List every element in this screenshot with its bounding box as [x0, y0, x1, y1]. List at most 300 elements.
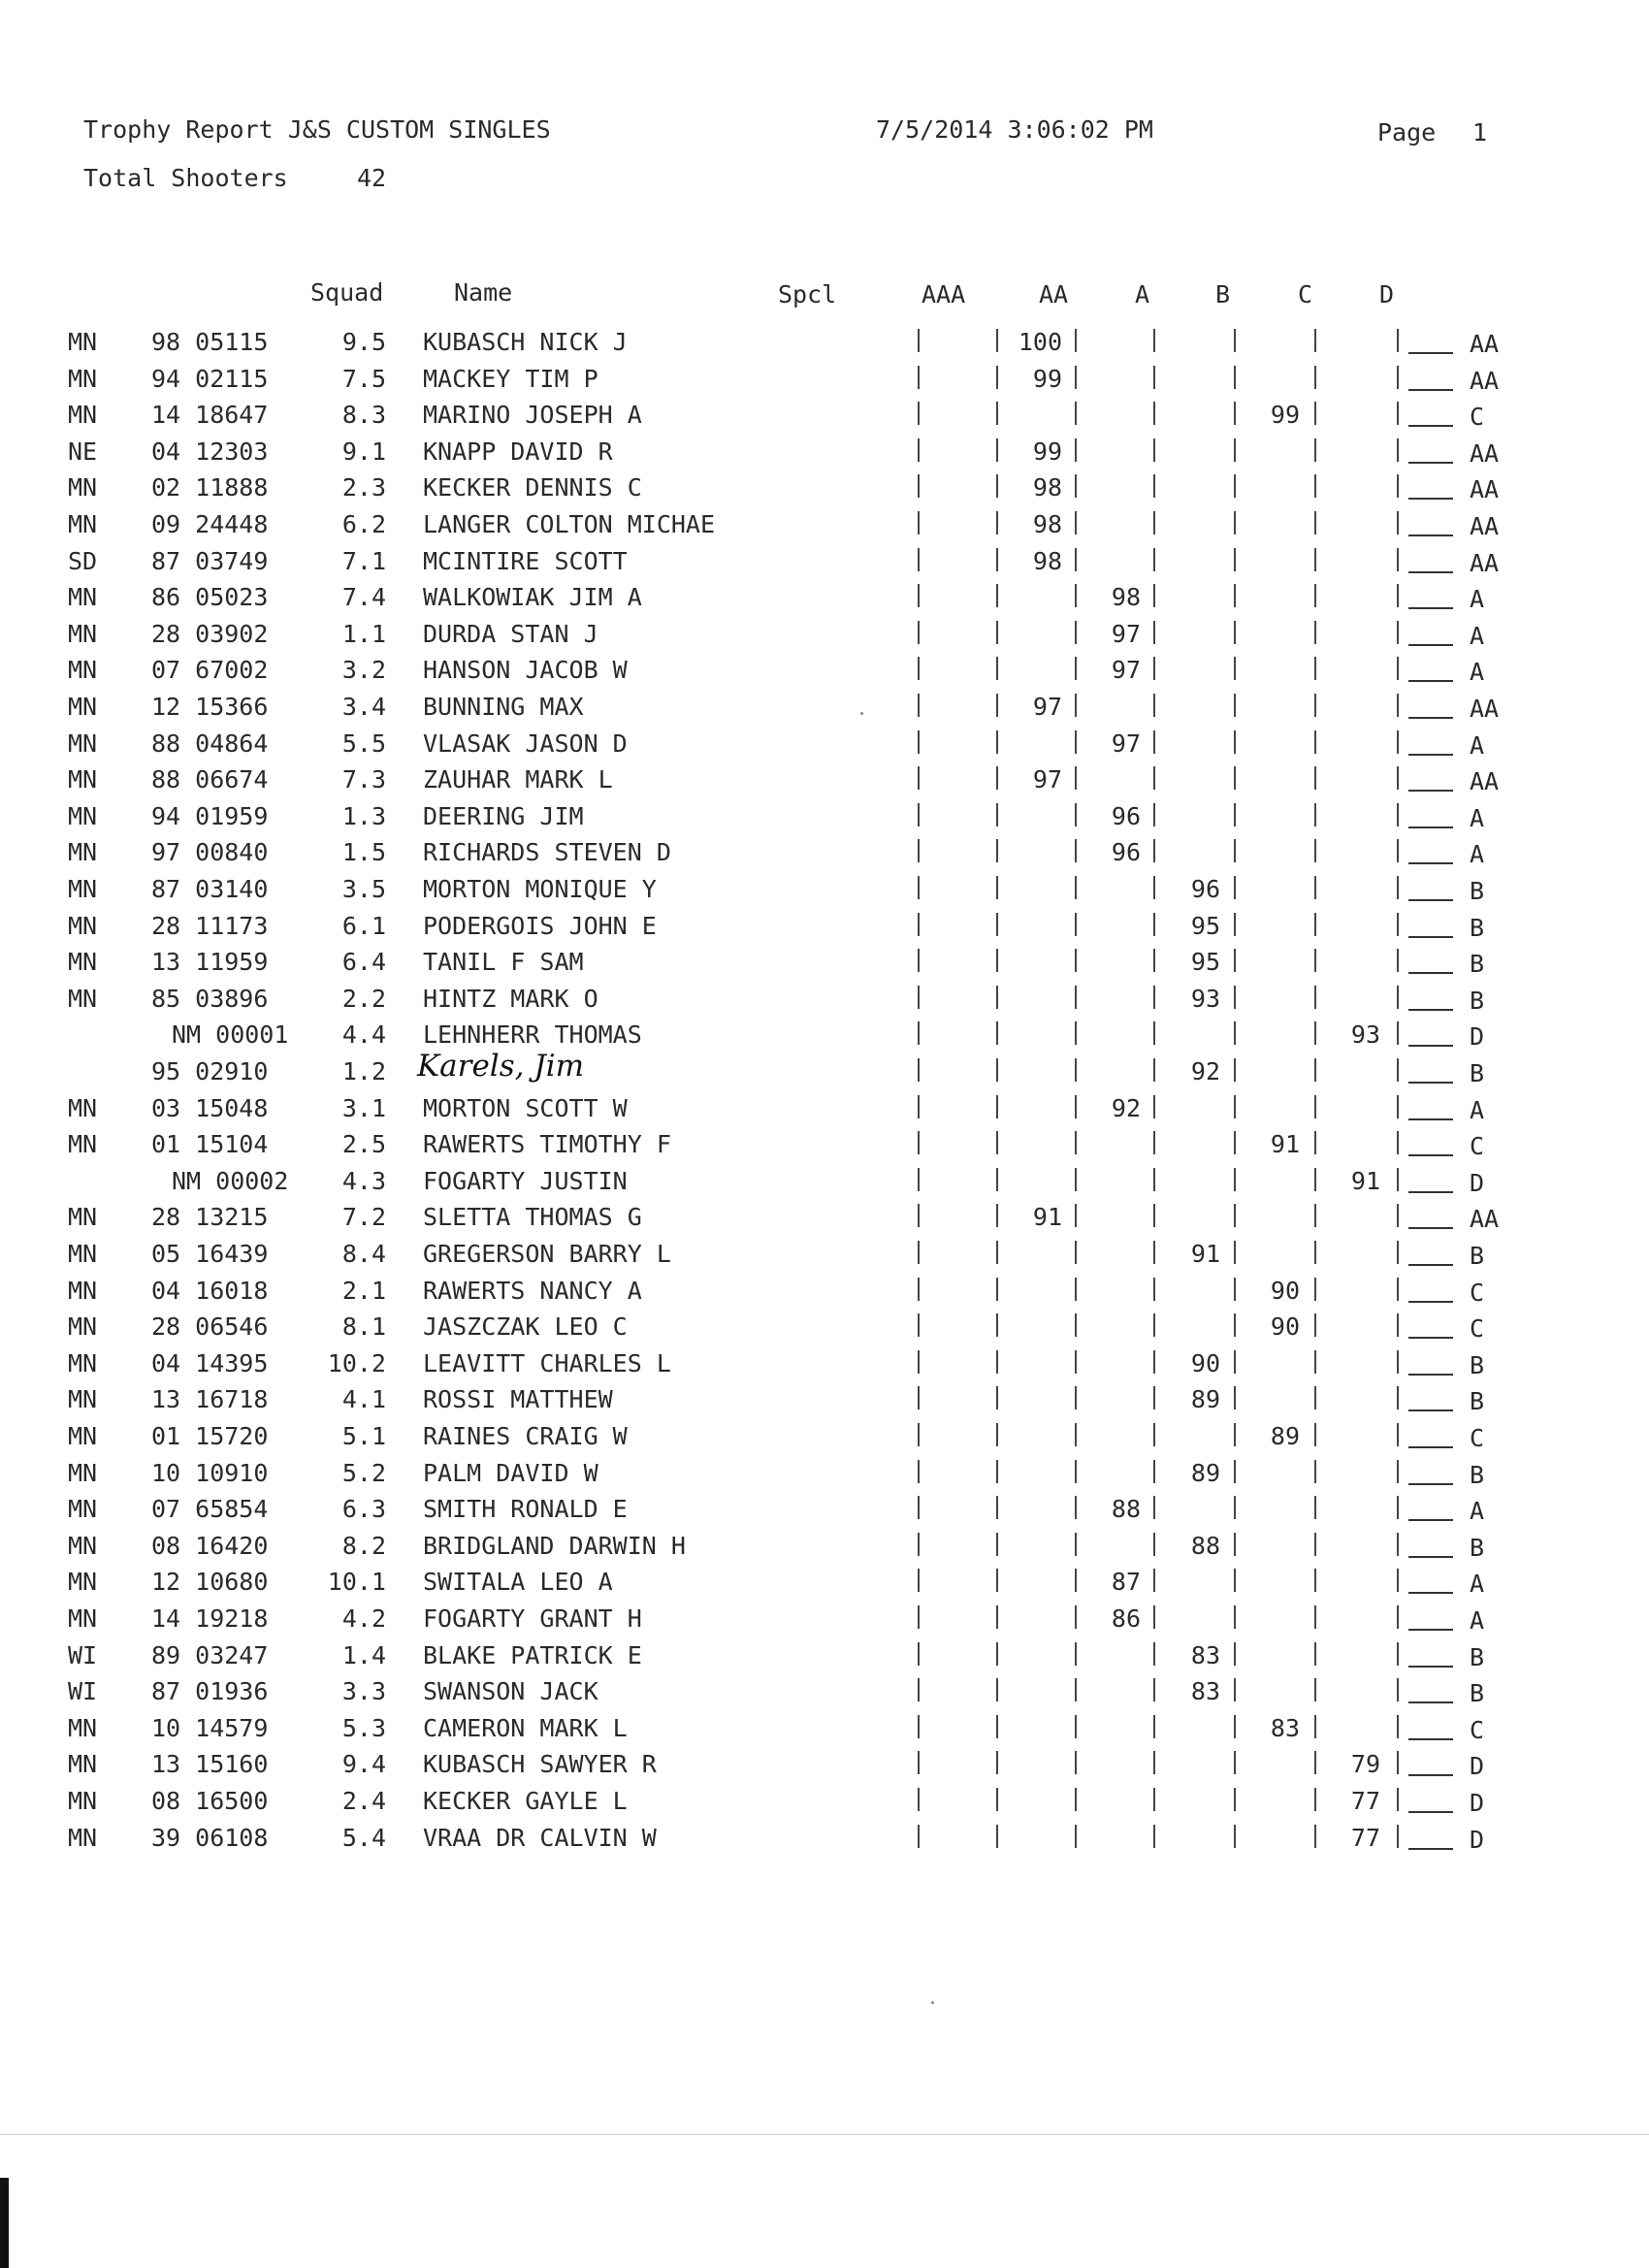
- column-divider: [1234, 511, 1236, 535]
- entry-blank-line: [1408, 607, 1453, 609]
- entry-blank-line: [1408, 717, 1453, 719]
- column-divider: [1234, 803, 1236, 826]
- column-divider: [918, 1825, 920, 1848]
- state-code: MN: [68, 510, 98, 538]
- column-divider: [1314, 1131, 1316, 1154]
- column-divider: [1314, 766, 1316, 790]
- squad-number: 3.1: [341, 1094, 386, 1122]
- class-code: AA: [1470, 439, 1500, 468]
- class-code: A: [1470, 1606, 1485, 1635]
- shooter-name: SMITH RONALD E: [423, 1495, 628, 1523]
- column-divider: [1153, 876, 1155, 899]
- column-divider: [1075, 438, 1077, 462]
- shooter-name: BLAKE PATRICK E: [423, 1641, 642, 1669]
- column-divider: [918, 1642, 920, 1666]
- column-divider: [1397, 1021, 1399, 1045]
- column-divider: [1397, 876, 1399, 899]
- column-divider: [1397, 366, 1399, 389]
- column-divider: [918, 1715, 920, 1738]
- page-label: Page: [1377, 118, 1437, 146]
- shooter-name: VRAA DR CALVIN W: [423, 1824, 657, 1852]
- column-divider: [1153, 766, 1155, 790]
- column-divider: [918, 803, 920, 826]
- entry-blank-line: [1408, 936, 1453, 938]
- column-divider: [1075, 1423, 1077, 1446]
- column-divider: [1153, 1642, 1155, 1666]
- column-divider: [1314, 949, 1316, 972]
- column-divider: [1075, 1386, 1077, 1409]
- column-divider: [1153, 1386, 1155, 1409]
- column-divider: [1397, 1605, 1399, 1629]
- col-header-aa: AA: [1039, 280, 1069, 308]
- state-code: MN: [68, 875, 98, 903]
- column-divider: [1075, 1715, 1077, 1738]
- class-code: A: [1470, 658, 1485, 686]
- shooter-id: 95 02910: [151, 1057, 269, 1085]
- squad-number: 1.1: [341, 620, 386, 648]
- class-code: AA: [1470, 475, 1500, 503]
- class-code: B: [1470, 1679, 1485, 1707]
- column-divider: [1397, 1168, 1399, 1191]
- entry-blank-line: [1408, 1556, 1453, 1558]
- column-divider: [1314, 1204, 1316, 1227]
- column-divider: [1397, 329, 1399, 352]
- shooter-id: 94 02115: [151, 365, 269, 393]
- shooter-id: 04 12303: [151, 437, 269, 466]
- shooter-id: 09 24448: [151, 510, 269, 538]
- squad-number: 1.2: [341, 1057, 386, 1085]
- state-code: MN: [68, 1714, 98, 1742]
- column-divider: [1234, 694, 1236, 717]
- score: 95: [1190, 948, 1220, 976]
- squad-number: 2.3: [341, 473, 386, 502]
- state-code: MN: [68, 693, 98, 721]
- column-divider: [1397, 766, 1399, 790]
- entry-blank-line: [1408, 972, 1453, 974]
- class-code: AA: [1470, 767, 1500, 795]
- squad-number: 3.4: [341, 693, 386, 721]
- column-divider: [996, 986, 998, 1009]
- class-code: B: [1470, 1461, 1485, 1489]
- column-divider: [1397, 1241, 1399, 1264]
- entry-blank-line: [1408, 462, 1453, 464]
- column-divider: [1234, 1423, 1236, 1446]
- squad-number: 7.4: [341, 583, 386, 611]
- column-divider: [1314, 438, 1316, 462]
- column-divider: [1234, 876, 1236, 899]
- state-code: MN: [68, 583, 98, 611]
- shooter-name: DURDA STAN J: [423, 620, 598, 648]
- column-divider: [918, 730, 920, 754]
- state-code: WI: [68, 1641, 98, 1669]
- class-code: AA: [1470, 695, 1500, 723]
- column-divider: [918, 1241, 920, 1264]
- class-code: D: [1470, 1022, 1485, 1051]
- shooter-name: BUNNING MAX: [423, 693, 584, 721]
- entry-blank-line: [1408, 1666, 1453, 1668]
- column-divider: [1153, 730, 1155, 754]
- state-code: MN: [68, 620, 98, 648]
- entry-blank-line: [1408, 680, 1453, 682]
- class-code: AA: [1470, 330, 1500, 358]
- squad-number: 5.5: [341, 729, 386, 758]
- shooter-id: 12 15366: [151, 693, 269, 721]
- column-divider: [1234, 1313, 1236, 1337]
- state-code: SD: [68, 547, 98, 575]
- column-divider: [1397, 621, 1399, 644]
- column-divider: [1153, 1569, 1155, 1592]
- column-divider: [1397, 1533, 1399, 1556]
- entry-blank-line: [1408, 862, 1453, 864]
- squad-number: 5.2: [341, 1459, 386, 1487]
- column-divider: [1075, 1168, 1077, 1191]
- column-divider: [1075, 1241, 1077, 1264]
- column-divider: [1314, 1642, 1316, 1666]
- state-code: MN: [68, 985, 98, 1013]
- column-divider: [1075, 548, 1077, 571]
- column-divider: [1314, 1168, 1316, 1191]
- column-divider: [1153, 1788, 1155, 1811]
- squad-number: 9.1: [341, 437, 386, 466]
- column-divider: [918, 1095, 920, 1118]
- column-divider: [1397, 986, 1399, 1009]
- class-code: AA: [1470, 1205, 1500, 1233]
- shooter-id: 98 05115: [151, 328, 269, 356]
- shooter-name-handwritten: Karels, Jim: [417, 1049, 585, 1084]
- state-code: MN: [68, 1604, 98, 1633]
- score: 87: [1111, 1568, 1141, 1596]
- column-divider: [918, 766, 920, 790]
- column-divider: [996, 1460, 998, 1483]
- class-code: A: [1470, 1570, 1485, 1598]
- squad-number: 9.5: [341, 328, 386, 356]
- column-divider: [1153, 913, 1155, 936]
- shooter-id: 85 03896: [151, 985, 269, 1013]
- shooter-name: PALM DAVID W: [423, 1459, 598, 1487]
- entry-blank-line: [1408, 899, 1453, 901]
- column-divider: [1397, 1095, 1399, 1118]
- scan-speck: [931, 2001, 934, 2004]
- column-divider: [1234, 1678, 1236, 1701]
- squad-number: 2.4: [341, 1787, 386, 1815]
- column-divider: [1153, 1204, 1155, 1227]
- column-divider: [996, 694, 998, 717]
- shooter-id: 28 13215: [151, 1203, 269, 1231]
- column-divider: [1153, 329, 1155, 352]
- squad-number: 9.4: [341, 1750, 386, 1778]
- squad-number: 2.5: [341, 1130, 386, 1158]
- state-code: MN: [68, 765, 98, 794]
- column-divider: [1397, 730, 1399, 754]
- entry-blank-line: [1408, 389, 1453, 391]
- shooter-name: DEERING JIM: [423, 802, 584, 830]
- column-divider: [1153, 1496, 1155, 1519]
- entry-blank-line: [1408, 1848, 1453, 1850]
- class-code: B: [1470, 950, 1485, 978]
- column-divider: [1397, 1460, 1399, 1483]
- column-divider: [1314, 1021, 1316, 1045]
- entry-blank-line: [1408, 790, 1453, 792]
- col-header-name: Name: [454, 278, 513, 307]
- entry-blank-line: [1408, 1118, 1453, 1120]
- column-divider: [996, 438, 998, 462]
- column-divider: [1397, 803, 1399, 826]
- class-code: B: [1470, 1387, 1485, 1415]
- shooter-name: BRIDGLAND DARWIN H: [423, 1532, 686, 1560]
- shooter-id: 28 06546: [151, 1312, 269, 1341]
- column-divider: [1234, 1168, 1236, 1191]
- column-divider: [996, 1168, 998, 1191]
- score: 92: [1111, 1094, 1141, 1122]
- squad-number: 8.3: [341, 401, 386, 429]
- scan-bottom-edge: [0, 2134, 1649, 2135]
- column-divider: [918, 1350, 920, 1374]
- column-divider: [918, 402, 920, 425]
- column-divider: [1075, 1058, 1077, 1082]
- column-divider: [1234, 766, 1236, 790]
- shooter-id: NM 00001: [172, 1021, 289, 1049]
- shooter-id: 12 10680: [151, 1568, 269, 1596]
- column-divider: [1397, 584, 1399, 607]
- column-divider: [1075, 1313, 1077, 1337]
- column-divider: [1153, 1460, 1155, 1483]
- column-divider: [1397, 1058, 1399, 1082]
- squad-number: 3.5: [341, 875, 386, 903]
- col-header-d: D: [1379, 280, 1395, 308]
- column-divider: [1234, 1131, 1236, 1154]
- column-divider: [1234, 1278, 1236, 1301]
- squad-number: 7.2: [341, 1203, 386, 1231]
- column-divider: [918, 1605, 920, 1629]
- column-divider: [1397, 657, 1399, 680]
- score: 93: [1350, 1021, 1380, 1049]
- entry-blank-line: [1408, 1629, 1453, 1631]
- column-divider: [1075, 803, 1077, 826]
- state-code: MN: [68, 1203, 98, 1231]
- score: 77: [1350, 1824, 1380, 1852]
- squad-number: 6.4: [341, 948, 386, 976]
- score: 95: [1190, 912, 1220, 940]
- entry-blank-line: [1408, 1701, 1453, 1703]
- shooter-name: ZAUHAR MARK L: [423, 765, 613, 794]
- state-code: MN: [68, 838, 98, 866]
- class-code: AA: [1470, 549, 1500, 577]
- shooter-name: KUBASCH NICK J: [423, 328, 628, 356]
- shooter-id: 28 03902: [151, 620, 269, 648]
- state-code: MN: [68, 1750, 98, 1778]
- state-code: WI: [68, 1677, 98, 1705]
- column-divider: [996, 1131, 998, 1154]
- column-divider: [1075, 329, 1077, 352]
- state-code: MN: [68, 401, 98, 429]
- column-divider: [1153, 1313, 1155, 1337]
- state-code: MN: [68, 1422, 98, 1450]
- column-divider: [1234, 1751, 1236, 1774]
- column-divider: [996, 1350, 998, 1374]
- shooter-id: 07 65854: [151, 1495, 269, 1523]
- squad-number: 10.1: [327, 1568, 386, 1596]
- shooter-name: TANIL F SAM: [423, 948, 584, 976]
- column-divider: [1075, 1204, 1077, 1227]
- column-divider: [996, 1423, 998, 1446]
- shooter-name: FOGARTY JUSTIN: [423, 1167, 628, 1195]
- column-divider: [1314, 1278, 1316, 1301]
- column-divider: [1075, 839, 1077, 862]
- shooter-name: RAWERTS TIMOTHY F: [423, 1130, 671, 1158]
- entry-blank-line: [1408, 644, 1453, 646]
- column-divider: [918, 1278, 920, 1301]
- column-divider: [1153, 949, 1155, 972]
- column-divider: [918, 839, 920, 862]
- score: 99: [1032, 365, 1062, 393]
- column-divider: [918, 913, 920, 936]
- shooter-id: 04 14395: [151, 1349, 269, 1377]
- column-divider: [1075, 1678, 1077, 1701]
- score: 96: [1111, 838, 1141, 866]
- column-divider: [1314, 986, 1316, 1009]
- shooter-name: CAMERON MARK L: [423, 1714, 628, 1742]
- column-divider: [1153, 1715, 1155, 1738]
- shooter-id: 87 03749: [151, 547, 269, 575]
- entry-blank-line: [1408, 1301, 1453, 1303]
- column-divider: [1153, 1095, 1155, 1118]
- shooter-id: 97 00840: [151, 838, 269, 866]
- column-divider: [1234, 1095, 1236, 1118]
- column-divider: [1153, 839, 1155, 862]
- column-divider: [1075, 1605, 1077, 1629]
- column-divider: [1153, 402, 1155, 425]
- column-divider: [1153, 1021, 1155, 1045]
- shooter-name: JASZCZAK LEO C: [423, 1312, 628, 1341]
- shooter-id: 39 06108: [151, 1824, 269, 1852]
- class-code: C: [1470, 403, 1485, 431]
- column-divider: [1234, 1533, 1236, 1556]
- column-divider: [996, 1751, 998, 1774]
- col-header-a: A: [1135, 280, 1150, 308]
- shooter-name: RAWERTS NANCY A: [423, 1277, 642, 1305]
- column-divider: [1397, 1825, 1399, 1848]
- column-divider: [1397, 402, 1399, 425]
- entry-blank-line: [1408, 1519, 1453, 1521]
- col-header-spcl: Spcl: [778, 280, 837, 308]
- column-divider: [996, 730, 998, 754]
- entry-blank-line: [1408, 1264, 1453, 1266]
- column-divider: [1234, 329, 1236, 352]
- entry-blank-line: [1408, 1082, 1453, 1084]
- shooter-id: 13 15160: [151, 1750, 269, 1778]
- state-code: NE: [68, 437, 98, 466]
- column-divider: [918, 1788, 920, 1811]
- column-divider: [996, 548, 998, 571]
- state-code: MN: [68, 1532, 98, 1560]
- column-divider: [1314, 1058, 1316, 1082]
- column-divider: [1234, 1460, 1236, 1483]
- entry-blank-line: [1408, 535, 1453, 536]
- score: 88: [1111, 1495, 1141, 1523]
- column-divider: [1234, 1569, 1236, 1592]
- column-divider: [996, 1715, 998, 1738]
- class-code: AA: [1470, 512, 1500, 540]
- squad-number: 6.2: [341, 510, 386, 538]
- column-divider: [996, 1788, 998, 1811]
- column-divider: [1153, 1350, 1155, 1374]
- score: 89: [1190, 1385, 1220, 1413]
- entry-blank-line: [1408, 1592, 1453, 1594]
- entry-blank-line: [1408, 1774, 1453, 1776]
- total-shooters-label: Total Shooters: [83, 164, 288, 192]
- score: 90: [1270, 1312, 1300, 1341]
- shooter-name: MACKEY TIM P: [423, 365, 598, 393]
- entry-blank-line: [1408, 571, 1453, 573]
- column-divider: [1075, 986, 1077, 1009]
- entry-blank-line: [1408, 498, 1453, 500]
- score: 98: [1111, 583, 1141, 611]
- report-datetime: 7/5/2014 3:06:02 PM: [876, 115, 1153, 144]
- column-divider: [918, 1131, 920, 1154]
- column-divider: [1234, 1021, 1236, 1045]
- column-divider: [1075, 511, 1077, 535]
- class-code: B: [1470, 1059, 1485, 1087]
- score: 91: [1350, 1167, 1380, 1195]
- column-divider: [1075, 474, 1077, 498]
- score: 98: [1032, 547, 1062, 575]
- state-code: MN: [68, 328, 98, 356]
- column-divider: [1397, 1313, 1399, 1337]
- column-divider: [1153, 1423, 1155, 1446]
- shooter-name: MCINTIRE SCOTT: [423, 547, 628, 575]
- column-divider: [1314, 1313, 1316, 1337]
- squad-number: 6.3: [341, 1495, 386, 1523]
- column-divider: [918, 1678, 920, 1701]
- column-divider: [1314, 548, 1316, 571]
- class-code: A: [1470, 1096, 1485, 1124]
- shooter-name: KNAPP DAVID R: [423, 437, 613, 466]
- squad-number: 4.2: [341, 1604, 386, 1633]
- column-divider: [1153, 366, 1155, 389]
- column-divider: [996, 913, 998, 936]
- column-divider: [996, 839, 998, 862]
- entry-blank-line: [1408, 1446, 1453, 1448]
- state-code: MN: [68, 1787, 98, 1815]
- entry-blank-line: [1408, 352, 1453, 354]
- shooter-id: 05 16439: [151, 1240, 269, 1268]
- column-divider: [1153, 1825, 1155, 1848]
- column-divider: [1153, 1058, 1155, 1082]
- column-divider: [1234, 1642, 1236, 1666]
- class-code: C: [1470, 1716, 1485, 1744]
- column-divider: [1075, 366, 1077, 389]
- column-divider: [1314, 1678, 1316, 1701]
- score: 96: [1190, 875, 1220, 903]
- shooter-name: KECKER DENNIS C: [423, 473, 642, 502]
- state-code: MN: [68, 1568, 98, 1596]
- state-code: MN: [68, 948, 98, 976]
- column-divider: [996, 329, 998, 352]
- state-code: MN: [68, 1495, 98, 1523]
- state-code: MN: [68, 802, 98, 830]
- column-divider: [1314, 511, 1316, 535]
- column-divider: [1314, 913, 1316, 936]
- class-code: D: [1470, 1789, 1485, 1817]
- column-divider: [1397, 1569, 1399, 1592]
- squad-number: 10.2: [327, 1349, 386, 1377]
- column-divider: [996, 1386, 998, 1409]
- column-divider: [1314, 1715, 1316, 1738]
- column-divider: [918, 1204, 920, 1227]
- column-divider: [918, 548, 920, 571]
- score: 98: [1032, 473, 1062, 502]
- shooter-id: 01 15720: [151, 1422, 269, 1450]
